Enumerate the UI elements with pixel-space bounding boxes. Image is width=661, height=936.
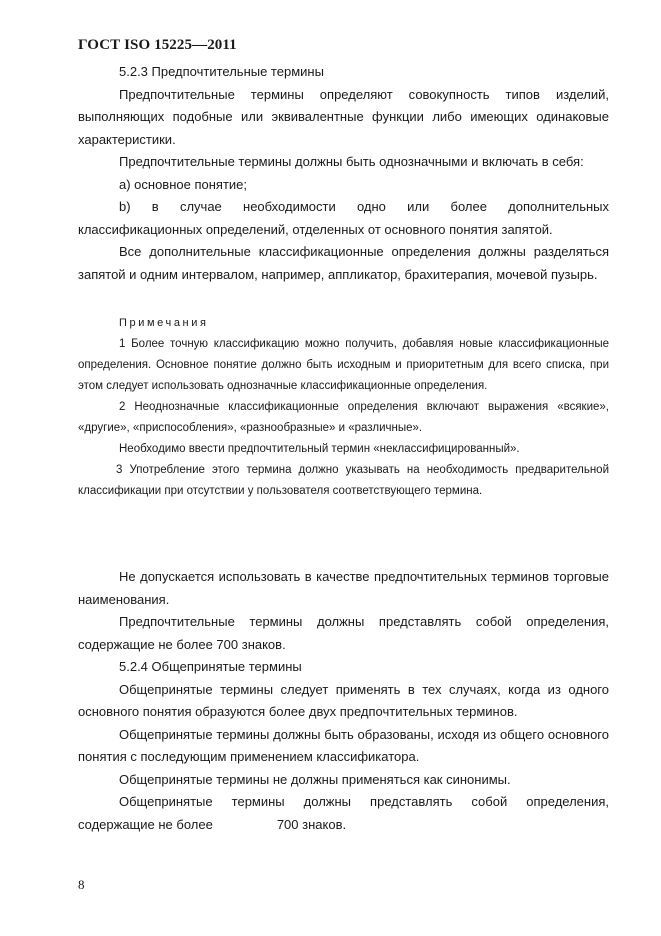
paragraph: Все дополнительные классификационные определения должны разделяться запятой и одним интервалом, например, аппликатор, брахитерапия, мочевой пузырь. [78,244,609,282]
note-2: 2 Неоднозначные классификационные определения включают выражения «всякие», «другие», «приспособления», «разнообразные» и «различные». [78,401,609,434]
after-notes-block [78,566,609,656]
page-number: 8 [78,877,85,892]
paragraph: Предпочтительные термины должны представлять собой определения, содержащие не более 700 знаков. [78,614,609,652]
list-item-a: а) основное понятие; [119,176,248,192]
paragraph: Общепринятые термины должны быть образованы, исходя из общего основного понятия с последующим применением классификатора. [78,726,609,764]
section-heading: 5.2.3 Предпочтительные термины [119,64,324,79]
section-5-2-3 [78,61,609,286]
paragraph: Предпочтительные термины должны быть однозначными и включать в себя: [119,154,584,169]
notes-heading: Примечания [119,317,209,329]
document-code-header: ГОСТ ISO 15225—2011 [78,37,237,53]
paragraph: Предпочтительные термины определяют совокупность типов изделий, выполняющих подобные или эквивалентные функции либо имеющих одинаковые характеристики. [78,86,609,147]
note-2-continuation: Необходимо ввести предпочтительный термин «неклассифицированный». [119,443,520,455]
paragraph: Общепринятые термины следует применять в тех случаях, когда из одного основного понятия образуются более двух предпочтительных терминов. [78,681,609,719]
note-1: 1 Более точную классификацию можно получить, добавляя новые классификационные определения. Основное понятие должно быть исходным и приоритетным для всего списка, при этом следует использовать однозначные классификационные определения. [78,338,609,392]
paragraph-start: Общепринятые термины должны представлять собой определения, содержащие не более [78,794,609,832]
paragraph [78,791,609,836]
note-3: 3 Употребление этого термина должно указывать на необходимость предварительной классификации при отсутствии у пользователя соответствующего термина. [78,464,609,497]
section-heading: 5.2.4 Общепринятые термины [119,659,302,674]
paragraph: Не допускается использовать в качестве предпочтительных терминов торговые наименования. [78,569,609,607]
paragraph: Общепринятые термины не должны применяться как синонимы. [119,771,511,787]
paragraph-end: 700 знаков. [276,816,347,832]
list-item-b: b) в случае необходимости одно или более дополнительных классификационных определений, отделенных от основного понятия запятой. [78,199,609,237]
section-5-2-4 [78,656,609,836]
notes-block [78,313,609,502]
